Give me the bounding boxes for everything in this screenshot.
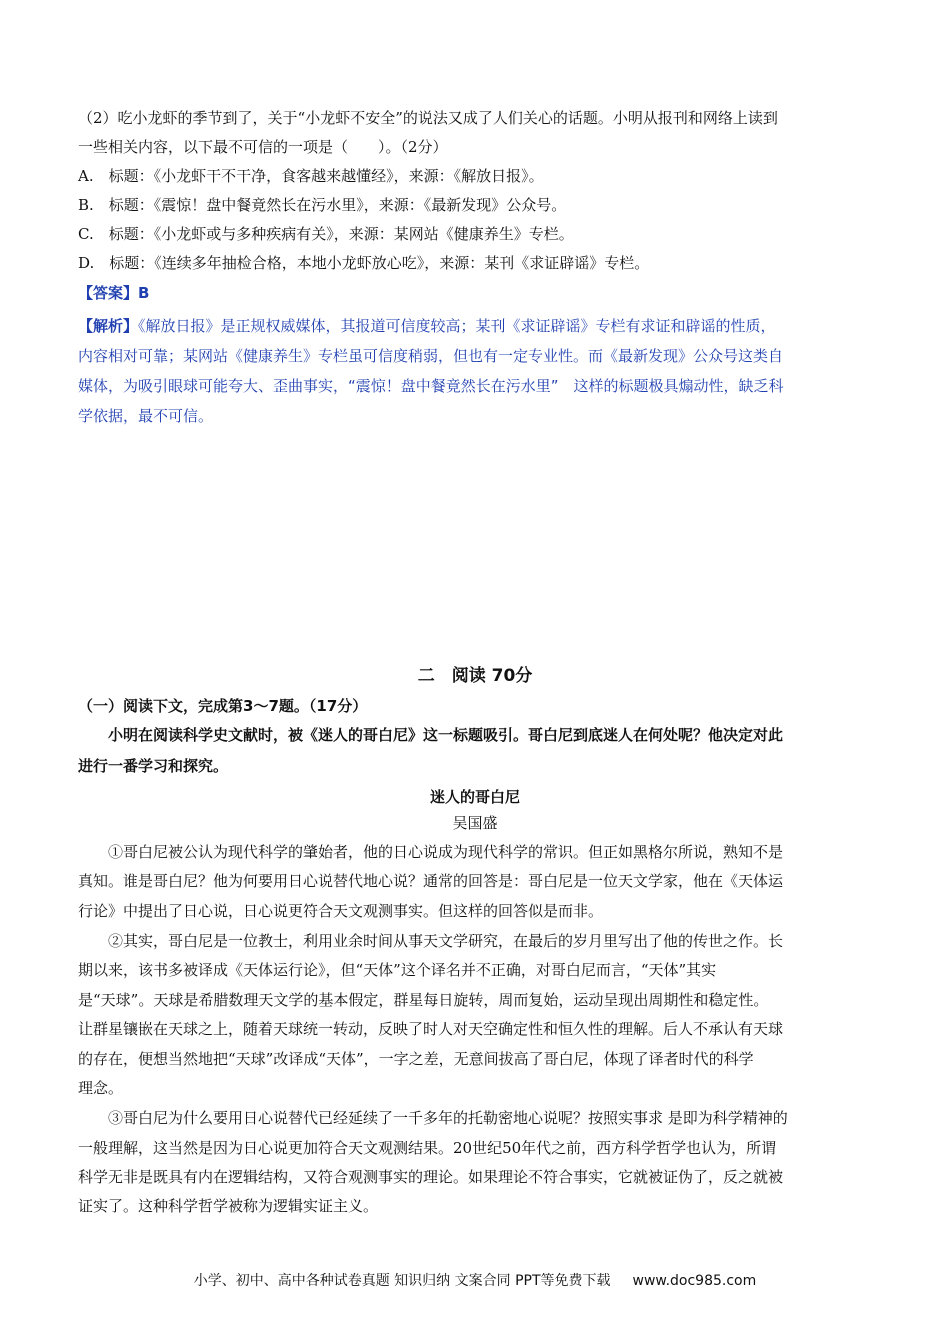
analysis-label: 【解析】 [78,317,139,335]
article-line: 的存在，便想当然地把“天球”改译成“天体”，一字之差，无意间拔高了哥白尼，体现了译者时代的科学 [78,1050,754,1068]
page-footer [0,1270,950,1290]
article-line: ③哥白尼为什么要用日心说替代已经延续了一千多年的托勒密地心说呢？按照实事求 是即为科学精神的 [78,1109,788,1127]
analysis-line-1 [78,316,776,336]
answer-line [78,283,149,303]
analysis-line-4: 学依据，最不可信。 [78,407,214,425]
article-line: 一般理解，这当然是因为日心说更加符合天文观测结果。20世纪50年代之前，西方科学哲学也认为，所谓 [78,1139,777,1157]
article-line: 理念。 [78,1079,124,1097]
footer-text: 小学、初中、高中各种试卷真题 知识归纳 文案合同 PPT等免费下载 [193,1273,611,1289]
analysis-text-1: 《解放日报》是正规权威媒体，其报道可信度较高；某刊《求证辟谣》专栏有求证和辟谣的性质， [138,317,776,335]
section-subtitle: （一）阅读下文，完成第3～7题。（17分） [78,697,368,715]
option-c: C. 标题：《小龙虾或与多种疾病有关》，来源：某网站《健康养生》专栏。 [78,225,574,243]
article-line: 科学无非是既具有内在逻辑结构，又符合观测事实的理论。如果理论不符合事实，它就被证伪了，反之就被 [78,1168,784,1186]
option-d: D. 标题：《连续多年抽检合格，本地小龙虾放心吃》，来源：某刊《求证辟谣》专栏。 [78,254,650,272]
article-line: 是“天球”。天球是希腊数理天文学的基本假定，群星每日旋转，周而复始，运动呈现出周期性和稳定性。 [78,991,769,1009]
option-a: A. 标题：《小龙虾干不干净，食客越来越懂经》，来源：《解放日报》。 [78,167,544,185]
option-b: B. 标题：《震惊！盘中餐竟然长在污水里》，来源：《最新发现》公众号。 [78,196,567,214]
footer-site-link[interactable]: www.doc985.com [632,1273,757,1289]
answer-label: 【答案】 [78,284,139,302]
article-line: ①哥白尼被公认为现代科学的肇始者，他的日心说成为现代科学的常识。但正如黑格尔所说，熟知不是 [78,843,784,861]
article-line: 证实了。这种科学哲学被称为逻辑实证主义。 [78,1197,379,1215]
section-title: 二 阅读 70分 [417,666,533,686]
article-line: 让群星镶嵌在天球之上，随着天球统一转动，反映了时人对天空确定性和恒久性的理解。后人不承认有天球 [78,1020,784,1038]
question-stem-line-1: （2）吃小龙虾的季节到了，关于“小龙虾不安全”的说法又成了人们关心的话题。小明从报刊和网络上读到 [78,109,778,127]
analysis-line-3: 媒体，为吸引眼球可能夸大、歪曲事实，“震惊！盘中餐竟然长在污水里” 这样的标题极具煽动性，缺乏科 [78,377,784,395]
answer-value: B [138,284,150,302]
question-stem-line-2: 一些相关内容，以下最不可信的一项是（ ）。（2分） [78,138,448,156]
intro-line-2: 进行一番学习和探究。 [78,757,229,775]
article-line: 真知。谁是哥白尼？他为何要用日心说替代地心说？通常的回答是：哥白尼是一位天文学家，他在《天体运 [78,872,784,890]
article-author: 吴国盛 [452,814,498,832]
article-line: ②其实，哥白尼是一位教士，利用业余时间从事天文学研究，在最后的岁月里写出了他的传世之作。长 [78,932,784,950]
article-line: 期以来，该书多被译成《天体运行论》，但“天体”这个译名并不正确，对哥白尼而言，“天体”其实 [78,961,717,979]
article-line: 行论》中提出了日心说，日心说更符合天文观测事实。但这样的回答似是而非。 [78,902,604,920]
analysis-line-2: 内容相对可靠；某网站《健康养生》专栏虽可信度稍弱，但也有一定专业性。而《最新发现》公众号这类自 [78,347,784,365]
intro-line-1: 小明在阅读科学史文献时，被《迷人的哥白尼》这一标题吸引。哥白尼到底迷人在何处呢？他决定对此 [78,726,784,744]
article-title: 迷人的哥白尼 [429,788,520,806]
